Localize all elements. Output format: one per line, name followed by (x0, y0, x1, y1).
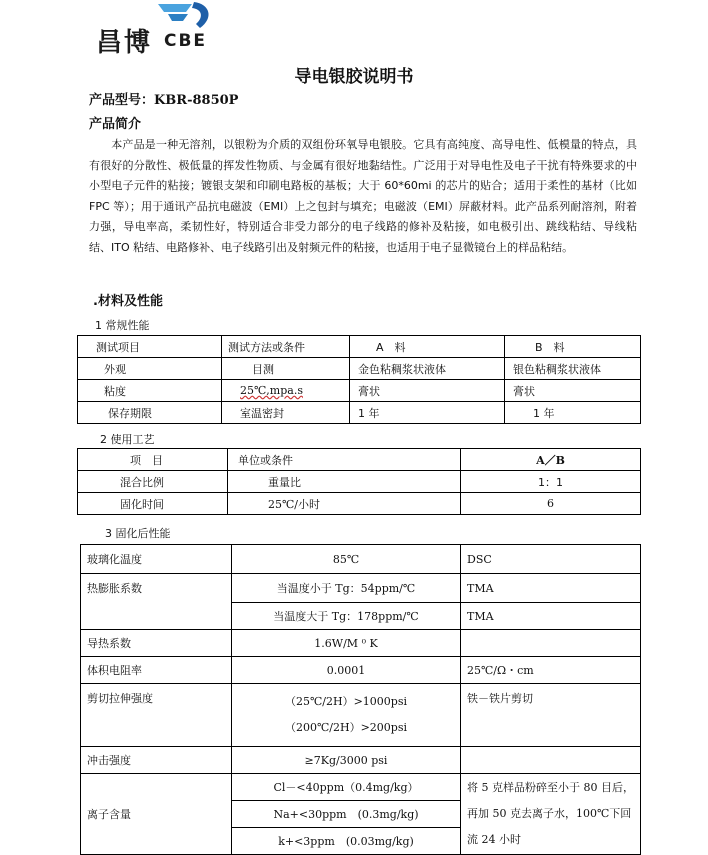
product-model: 产品型号：KBR-8850P (89, 93, 239, 108)
table-cell: 25℃/小时 (228, 493, 461, 515)
table-header-cell: 测试项目 (78, 336, 222, 358)
table-cell: 粘度 (78, 380, 222, 402)
process-table (77, 448, 641, 515)
table-cell: 冲击强度 (81, 747, 232, 774)
table-cell: 热膨胀系数 (81, 574, 232, 630)
table-row (81, 747, 641, 774)
table-cell: k+<3ppm (0.03mg/kg) (232, 828, 461, 855)
table-row (81, 574, 641, 603)
table-cell: 银色粘稠浆状液体 (505, 358, 641, 380)
cured-properties-table (80, 544, 641, 855)
table-header-cell: B 料 (505, 336, 641, 358)
table-cell (222, 380, 350, 402)
table-cell: 导热系数 (81, 630, 232, 657)
table-row (78, 471, 641, 493)
table-cell: Cl－<40ppm（0.4mg/kg） (232, 774, 461, 801)
table-cell: 膏状 (505, 380, 641, 402)
table-cell: 当温度大于 Tg：178ppm/℃ (232, 603, 461, 630)
table-cell: 85℃ (232, 545, 461, 574)
table-cell: TMA (461, 603, 641, 630)
document-title: 导电银胶说明书 (294, 67, 414, 87)
table-cell: DSC (461, 545, 641, 574)
table-cell: 室温密封 (222, 402, 350, 424)
table-row (78, 358, 641, 380)
table-header-cell: A 料 (350, 336, 505, 358)
viscosity-condition: 25℃,mpa.s (240, 384, 303, 397)
table-cell: 当温度小于 Tg：54ppm/℃ (232, 574, 461, 603)
table-cell: 膏状 (350, 380, 505, 402)
table-cell: 体积电阻率 (81, 657, 232, 684)
table-header-cell: 单位或条件 (228, 449, 461, 471)
general-properties-table (77, 335, 641, 424)
company-logo-en: CBE (164, 31, 208, 51)
table-row (78, 380, 641, 402)
ion-method-line: 再加 50 克去离子水，100℃下回 (467, 807, 632, 820)
table-header-row (78, 449, 641, 471)
intro-text: 本产品是一种无溶剂，以银粉为介质的双组份环氧导电银胶。它具有高纯度、高导电性、低模量的特点，具有很好的分散性、极低量的挥发性物质、与金属有很好地黏结性。广泛用于对导电性及电子干扰有特殊要求的中小型电子元件的粘接；镀银支架和印刷电路板的基板；大于 60*60mi 的芯片的贴合；适用于柔性的基材（比如 FPC 等）；用于通讯产品抗电磁波（EMI）上之包封与填充；电磁波（EMI）屏蔽材料。此产品系列耐溶剂，附着力强，导电率高，柔韧性好，特别适合非受力部分的电子线路的修补及粘接，如电极引出、跳线粘结、导线粘结、ITO 粘结、电路修补、电子线路引出及射频元件的粘接，也适用于电子显微镜台上的样品粘结。 (89, 138, 637, 254)
table-row (81, 774, 641, 801)
logo-mark-icon (152, 0, 218, 30)
table-cell: 玻璃化温度 (81, 545, 232, 574)
table-cell: 重量比 (228, 471, 461, 493)
table-cell (232, 684, 461, 747)
table-row (81, 630, 641, 657)
intro-heading: 产品简介 (89, 117, 142, 132)
table-row (78, 402, 641, 424)
table-cell: 固化时间 (78, 493, 228, 515)
table-cell: 目测 (222, 358, 350, 380)
shear-value-200c: （200℃/2H）>200psi (284, 721, 407, 734)
table-cell: 6 (461, 493, 641, 515)
table-header-row (78, 336, 641, 358)
table-cell: 25℃/Ω・cm (461, 657, 641, 684)
ion-method-line: 流 24 小时 (467, 833, 521, 846)
table-cell: 1：1 (461, 471, 641, 493)
table-cell: 0.0001 (232, 657, 461, 684)
table-cell: TMA (461, 574, 641, 603)
table-cell: 1 年 (505, 402, 641, 424)
table-cell (461, 630, 641, 657)
section-heading: .材料及性能 (93, 294, 163, 309)
intro-paragraph (89, 135, 637, 258)
table-cell: 铁－铁片剪切 (461, 684, 641, 747)
table-cell: 外观 (78, 358, 222, 380)
table1-heading: 1 常规性能 (95, 319, 150, 332)
company-logo-cn: 昌博 (96, 28, 153, 58)
table2-heading: 2 使用工艺 (100, 433, 155, 446)
table-cell (461, 747, 641, 774)
table-header-cell: A／B (461, 449, 641, 471)
table-row (81, 545, 641, 574)
table-cell: 金色粘稠浆状液体 (350, 358, 505, 380)
table-cell: Na+<30ppm (0.3mg/kg) (232, 801, 461, 828)
table-cell: ≥7Kg/3000 psi (232, 747, 461, 774)
table-cell: 离子含量 (81, 774, 232, 855)
table-header-cell: 测试方法或条件 (222, 336, 350, 358)
table-cell: 1.6W/M ⁰ K (232, 630, 461, 657)
table3-heading: 3 固化后性能 (105, 527, 171, 540)
table-cell: 1 年 (350, 402, 505, 424)
table-header-cell: 项 目 (78, 449, 228, 471)
table-cell: 剪切拉伸强度 (81, 684, 232, 747)
table-cell (461, 774, 641, 855)
shear-value-25c: （25℃/2H）>1000psi (284, 695, 407, 708)
table-row (81, 657, 641, 684)
ion-method-line: 将 5 克样品粉碎至小于 80 目后， (467, 781, 634, 794)
table-cell: 保存期限 (78, 402, 222, 424)
table-row (78, 493, 641, 515)
table-cell: 混合比例 (78, 471, 228, 493)
table-row (81, 684, 641, 747)
